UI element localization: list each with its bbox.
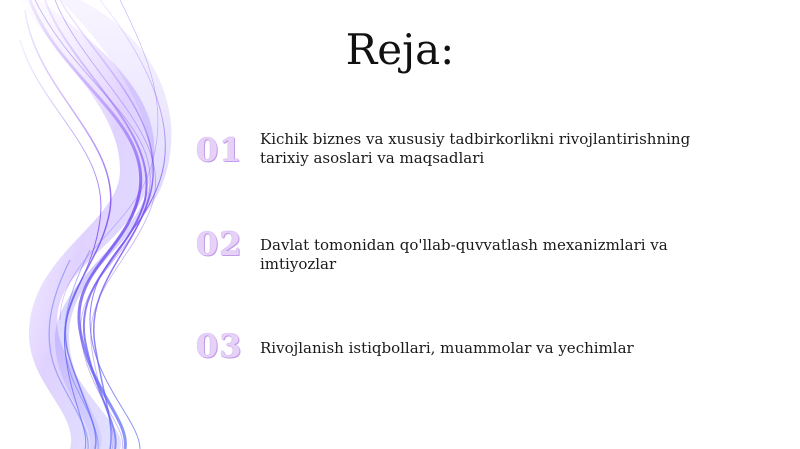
agenda-item-number: 02	[196, 225, 243, 263]
agenda-item-text: Rivojlanish istiqbollari, muammolar va yechimlar	[260, 339, 634, 357]
agenda-item-text: Kichik biznes va xususiy tadbirkorlikni rivojlantirishning tarixiy asoslari va maqsadlari	[260, 130, 691, 167]
slide-title: Reja:	[345, 25, 455, 74]
agenda-item	[196, 130, 716, 190]
agenda-item-text: Davlat tomonidan qo'llab-quvvatlash mexanizmlari va imtiyozlar	[260, 236, 668, 273]
agenda-item-number: 03	[196, 327, 243, 365]
agenda-item	[196, 328, 716, 388]
agenda-item	[196, 226, 716, 286]
agenda-item-number: 01	[196, 131, 243, 169]
